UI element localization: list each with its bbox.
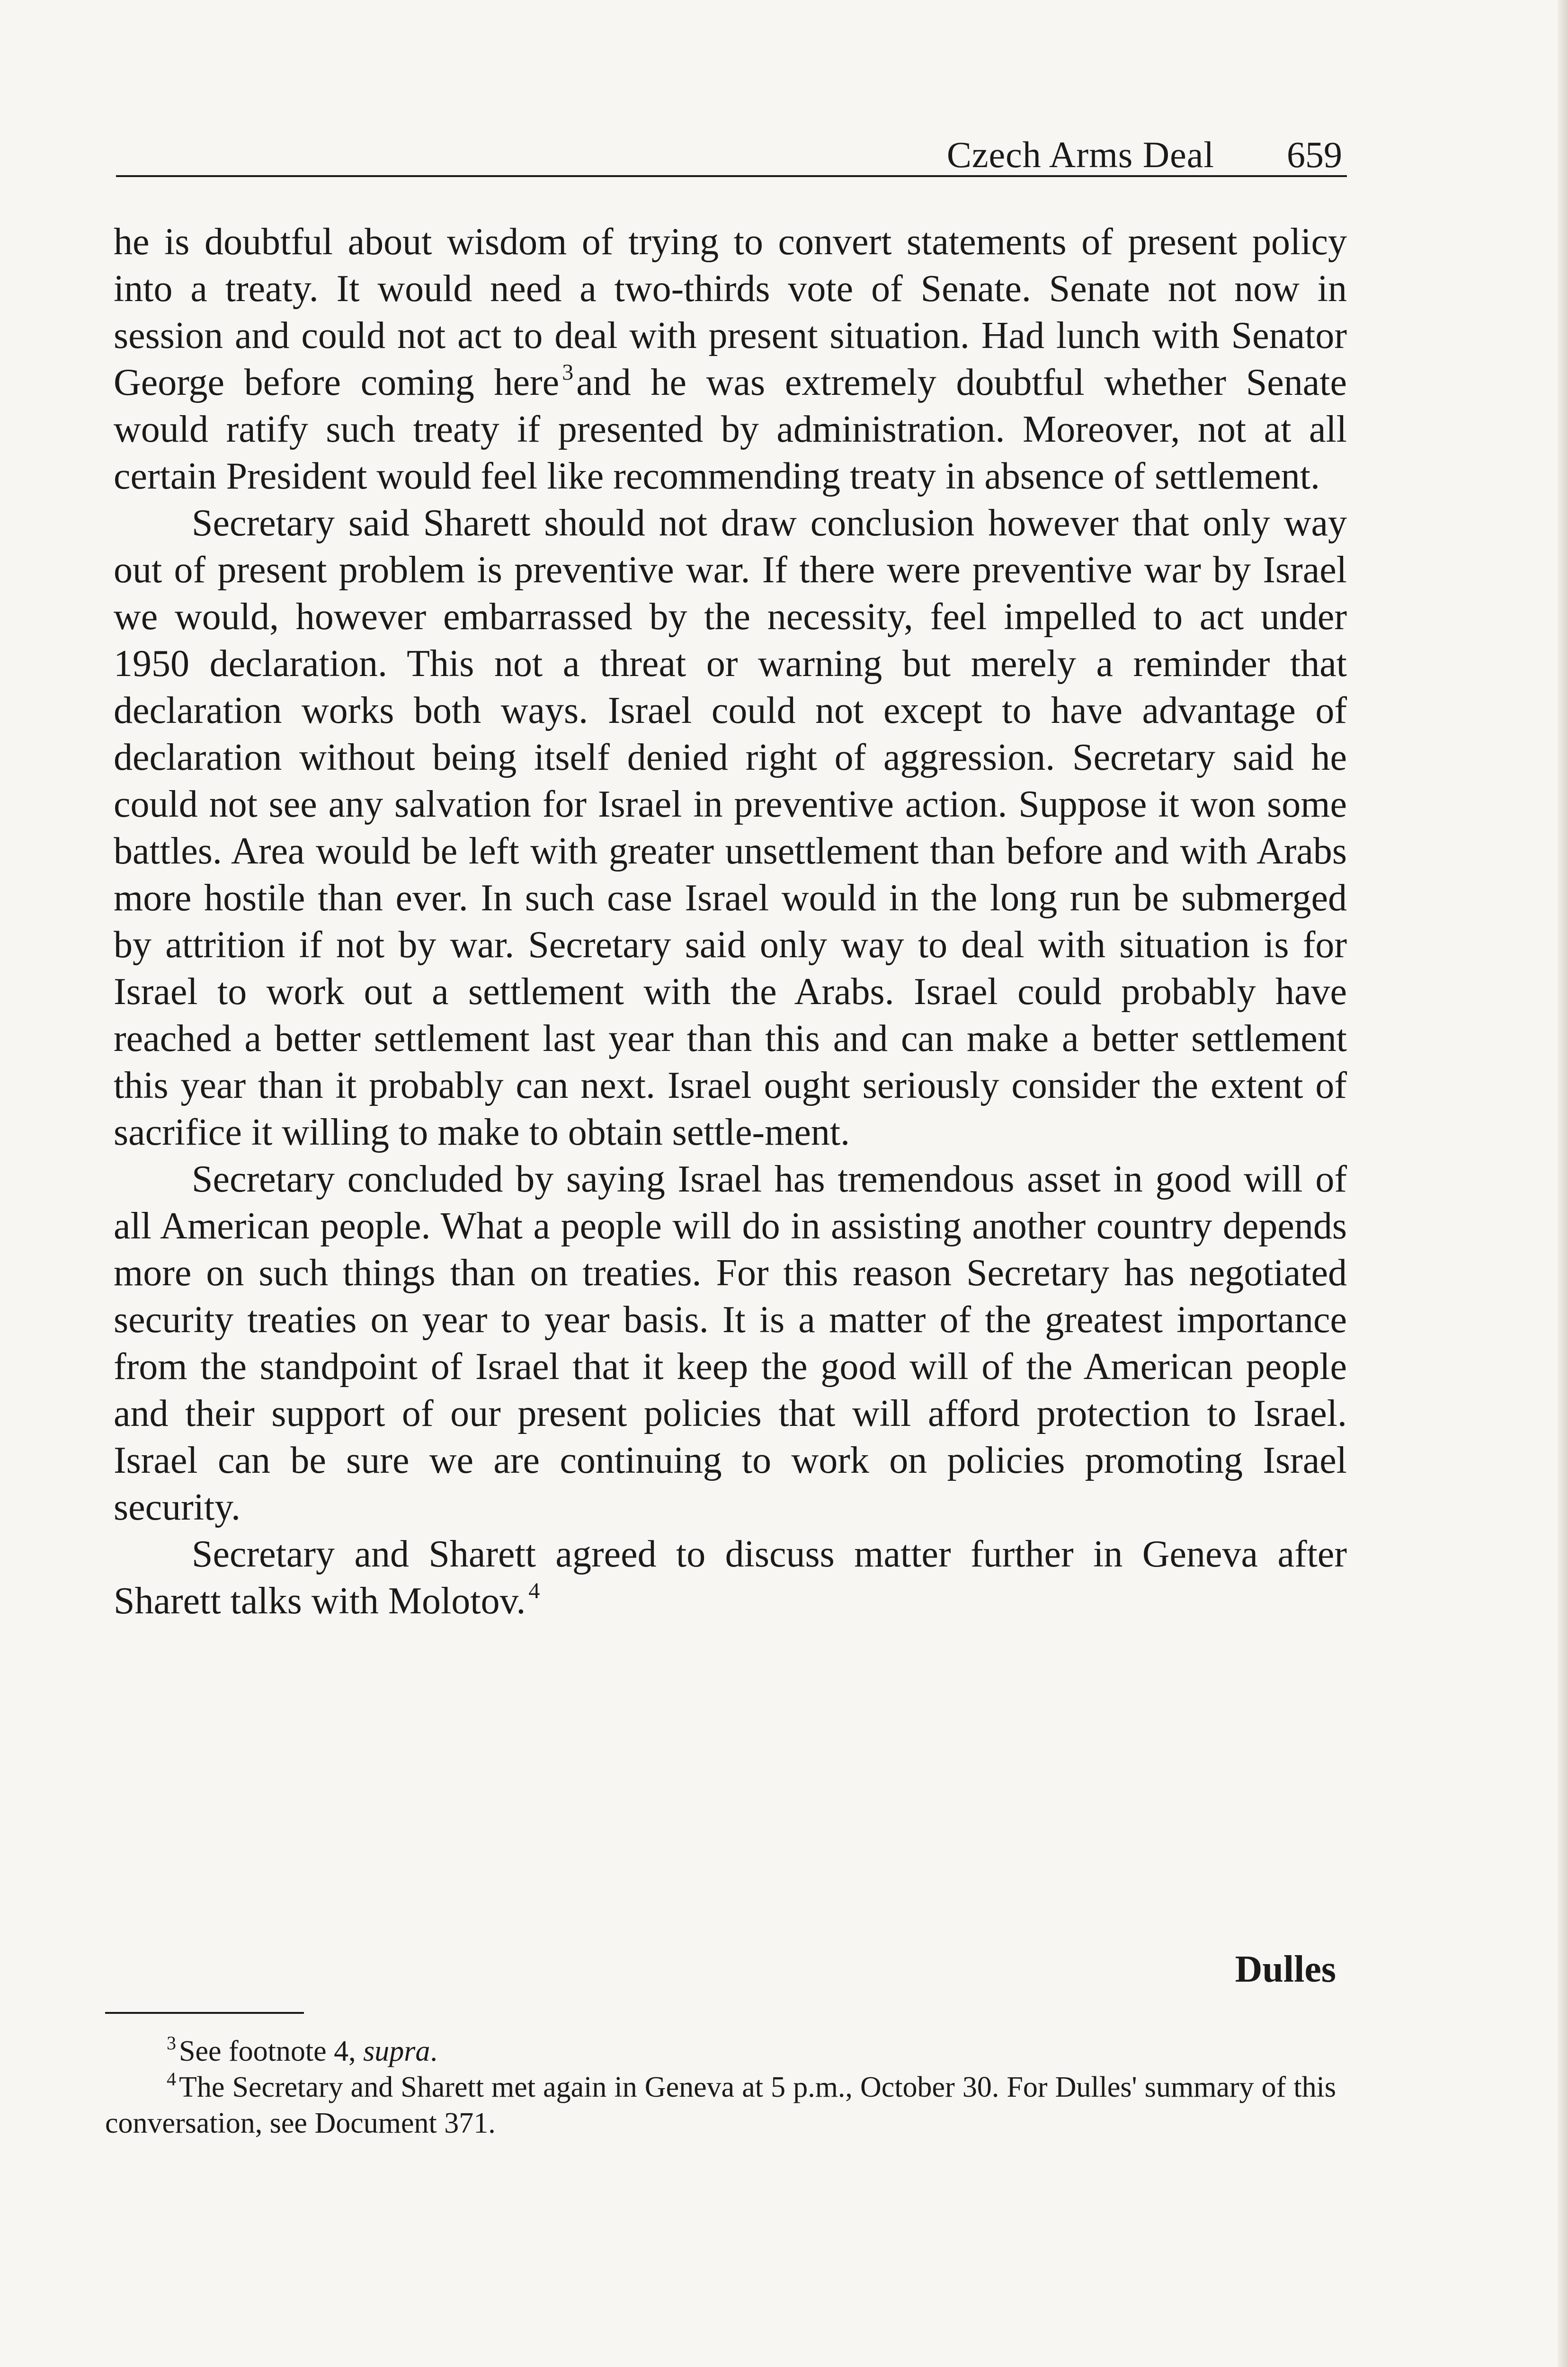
paragraph-1-text-a: he is doubtful about wisdom of trying to convert statements of present policy into a treaty. It would need a two-thirds vote of Senate. Senate not now in session and could not act to deal with present situation. Had lunch with Senator George before coming here (114, 221, 1347, 403)
signature: Dulles (1235, 1949, 1336, 1990)
paragraph-4 (114, 1531, 1347, 1625)
paragraph-4-text: Secretary and Sharett agreed to discuss matter further in Geneva after Sharett talks with Molotov. (114, 1533, 1347, 1622)
footnote-3-mark: 3 (167, 2032, 176, 2054)
footnote-ref-4: 4 (528, 1578, 540, 1603)
footnote-4 (105, 2069, 1336, 2141)
footnote-4-text: The Secretary and Sharett met again in Geneva at 5 p.m., October 30. For Dulles' summary of this conversation, see Document 371. (105, 2071, 1336, 2139)
footnote-3-text-em: supra (363, 2035, 430, 2067)
footnote-3-text-a: See footnote 4, (179, 2035, 364, 2067)
footnote-3 (105, 2033, 1336, 2069)
page-edge (1558, 0, 1568, 2367)
running-title: Czech Arms Deal (946, 134, 1214, 175)
footnote-4-mark: 4 (167, 2068, 176, 2090)
paragraph-3: Secretary concluded by saying Israel has tremendous asset in good will of all American people. What a people will do in assisting another country depends more on such things than on treaties. For this reason Secretary has negotiated security treaties on year to year basis. It is a matter of the greatest importance from the standpoint of Israel that it keep the good will of the American people and their support of our present policies that will afford protection to Israel. Israel can be sure we are continuing to work on policies promoting Israel security. (114, 1158, 1347, 1528)
page-number: 659 (1287, 134, 1342, 175)
footnote-ref-3: 3 (562, 360, 574, 385)
paragraph-1 (114, 219, 1347, 500)
footnotes (105, 2033, 1336, 2141)
document-body (114, 219, 1347, 1625)
running-header (116, 128, 1347, 177)
paragraph-1-text-b: and he was extremely doubtful whether Senate would ratify such treaty if presented by administration. Moreover, not at all certain President would feel like recommending treaty in absence of settlement. (114, 362, 1347, 497)
paragraph-2: Secretary said Sharett should not draw conclusion however that only way out of present problem is preventive war. If there were preventive war by Israel we would, however embarrassed by the necessity, feel impelled to act under 1950 declaration. This not a threat or warning but merely a reminder that declaration works both ways. Israel could not except to have advantage of declaration without being itself denied right of aggression. Secretary said he could not see any salvation for Israel in preventive action. Suppose it won some battles. Area would be left with greater unsettlement than before and with Arabs more hostile than ever. In such case Israel would in the long run be submerged by attrition if not by war. Secretary said only way to deal with situation is for Israel to work out a settlement with the Arabs. Israel could probably have reached a better settlement last year than this and can make a better settlement this year than it probably can next. Israel ought seriously consider the extent of sacrifice it willing to make to obtain settle-ment. (114, 502, 1347, 1153)
footnote-3-text-b: . (430, 2035, 437, 2067)
footnote-divider (105, 2012, 304, 2014)
